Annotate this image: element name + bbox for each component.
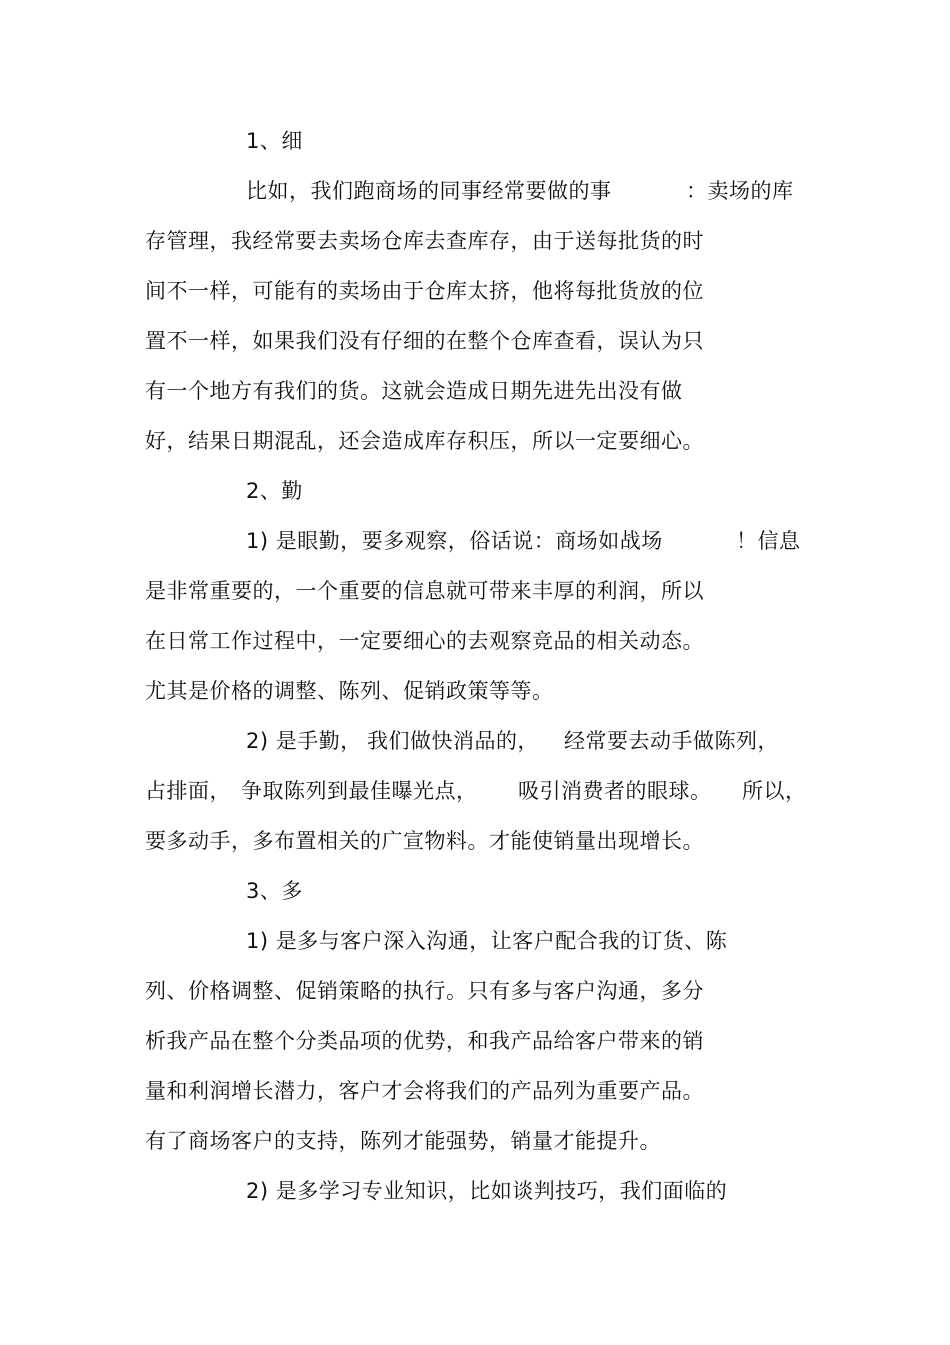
text-segment: 2) 是手勤， (246, 729, 362, 753)
paragraph-line: 有了商场客户的支持，陈列才能强势，销量才能提升。 (145, 1129, 661, 1153)
paragraph-line: 尤其是价格的调整、陈列、促销政策等等。 (145, 679, 554, 703)
section-heading-1: 1、细 (246, 129, 303, 153)
paragraph-line: 列、价格调整、促销策略的执行。只有多与客户沟通，多分 (145, 979, 704, 1003)
text-segment: 所以， (742, 779, 807, 803)
text-segment: 占排面， (145, 779, 231, 803)
section-heading-2: 2、勤 (246, 479, 303, 503)
text-segment: 比如，我们跑商场的同事经常要做的事 (246, 179, 612, 203)
paragraph-line: 好，结果日期混乱，还会造成库存积压，所以一定要细心。 (145, 429, 704, 453)
text-segment: 我们做快消品的， (367, 729, 539, 753)
paragraph-line: 存管理，我经常要去卖场仓库去查库存，由于送每批货的时 (145, 229, 704, 253)
paragraph-line: 置不一样，如果我们没有仔细的在整个仓库查看，误认为只 (145, 329, 704, 353)
text-segment: ！信息 (736, 529, 801, 553)
text-segment: 吸引消费者的眼球。 (518, 779, 712, 803)
section-heading-3: 3、多 (246, 879, 303, 903)
paragraph-line: 2) 是多学习专业知识，比如谈判技巧，我们面临的 (246, 1179, 728, 1203)
text-segment: ：卖场的库 (686, 179, 794, 203)
text-segment: 1) 是眼勤，要多观察，俗话说：商场如战场 (246, 529, 663, 553)
paragraph-line: 要多动手，多布置相关的广宣物料。才能使销量出现增长。 (145, 829, 704, 853)
text-segment: 经常要去动手做陈列， (564, 729, 779, 753)
paragraph-line: 1) 是多与客户深入沟通，让客户配合我的订货、陈 (246, 929, 728, 953)
paragraph-line: 是非常重要的，一个重要的信息就可带来丰厚的利润，所以 (145, 579, 704, 603)
text-segment: 争取陈列到最佳曝光点， (241, 779, 478, 803)
paragraph-line: 在日常工作过程中，一定要细心的去观察竞品的相关动态。 (145, 629, 704, 653)
paragraph-line: 量和利润增长潜力，客户才会将我们的产品列为重要产品。 (145, 1079, 704, 1103)
paragraph-line: 析我产品在整个分类品项的优势，和我产品给客户带来的销 (145, 1029, 704, 1053)
paragraph-line: 有一个地方有我们的货。这就会造成日期先进先出没有做 (145, 379, 683, 403)
paragraph-line: 间不一样，可能有的卖场由于仓库太挤，他将每批货放的位 (145, 279, 704, 303)
